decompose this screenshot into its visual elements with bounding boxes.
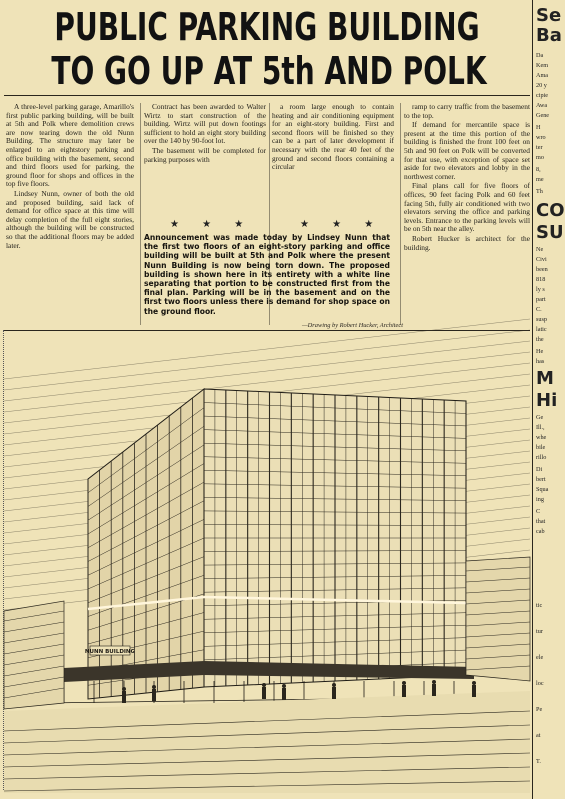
- strip-text-fragment: Kem: [536, 62, 549, 69]
- strip-text-fragment: He: [536, 348, 544, 355]
- strip-text-fragment: Civi: [536, 256, 547, 263]
- strip-text-fragment: bert: [536, 476, 546, 483]
- star-divider: ★ ★ ★: [170, 219, 254, 230]
- strip-text-fragment: Th: [536, 188, 543, 195]
- strip-text-fragment: SU: [536, 222, 564, 243]
- strip-text-fragment: me: [536, 176, 544, 183]
- strip-text-fragment: wro: [536, 134, 546, 141]
- strip-text-fragment: C.: [536, 306, 542, 313]
- article-column-3: [272, 103, 394, 173]
- paragraph: a room large enough to contain heating and air conditioning equipment for an eight-story building. First and second floors will be finished so they can be a part of later development if necessary with the rear 40 feet of the ground and second floors containing a circular: [272, 102, 394, 172]
- strip-text-fragment: loc: [536, 680, 544, 687]
- strip-text-fragment: cab: [536, 528, 545, 535]
- strip-text-fragment: Hi: [536, 390, 558, 411]
- strip-text-fragment: been: [536, 266, 548, 273]
- strip-text-fragment: bile: [536, 444, 546, 451]
- strip-text-fragment: rillo: [536, 454, 547, 461]
- paragraph: Robert Hucker is architect for the building.: [404, 233, 530, 252]
- paragraph: Final plans call for five floors of offices, 90 feet facing Polk and 60 feet facing 5th, fully air conditioned with two elevators serving the office and parking levels. Entrance to the parking levels will be on 5th near the alley.: [404, 181, 530, 234]
- article-column-4: [404, 103, 530, 253]
- strip-text-fragment: Awa: [536, 102, 548, 109]
- strip-text-fragment: Ill.,: [536, 424, 545, 431]
- strip-text-fragment: part: [536, 296, 546, 303]
- strip-text-fragment: T.: [536, 758, 541, 765]
- strip-text-fragment: Da: [536, 52, 544, 59]
- paragraph: The basement will be completed for parking purposes with: [144, 145, 266, 164]
- strip-text-fragment: 818: [536, 276, 546, 283]
- strip-text-fragment: Ne: [536, 246, 544, 253]
- strip-text-fragment: 20 y: [536, 82, 547, 89]
- strip-text-fragment: Gene: [536, 112, 550, 119]
- strip-text-fragment: C: [536, 508, 541, 515]
- strip-text-fragment: that: [536, 518, 546, 525]
- strip-text-fragment: 8,: [536, 166, 541, 173]
- strip-text-fragment: Ama: [536, 72, 549, 79]
- strip-text-fragment: at: [536, 732, 541, 739]
- strip-text-fragment: tur: [536, 628, 543, 635]
- strip-text-fragment: ter: [536, 144, 543, 151]
- strip-text-fragment: M: [536, 368, 554, 389]
- headline-line-2: TO GO UP AT 5th AND POLK: [51, 49, 487, 93]
- paragraph: Contract has been awarded to Walter Wirtz to start construction of the building. Wirtz will put down footings sufficient to hold an eight story building over the 140 by 90-foot lot.: [144, 102, 266, 146]
- article-column-2: [144, 103, 266, 165]
- strip-text-fragment: latic: [536, 326, 547, 333]
- strip-text-fragment: cipie: [536, 92, 549, 99]
- strip-text-fragment: Pe: [536, 706, 543, 713]
- strip-text-fragment: ing: [536, 496, 544, 503]
- strip-text-fragment: H: [536, 124, 541, 131]
- strip-text-fragment: CO: [536, 200, 565, 221]
- strip-text-fragment: tic: [536, 602, 543, 609]
- strip-text-fragment: Se: [536, 5, 562, 26]
- strip-text-fragment: Ge: [536, 414, 544, 421]
- strip-text-fragment: whe: [536, 434, 547, 441]
- paragraph: If demand for mercantile space is present at the time this portion of the building is finished the front 100 feet on 5th and 90 feet on Polk will be converted for that use, with exception of space set aside for two elevators and lobby in the northwest corner.: [404, 120, 530, 181]
- adjacent-column-strip: [532, 0, 565, 799]
- strip-text-fragment: the: [536, 336, 544, 343]
- architectural-drawing: [4, 330, 530, 793]
- strip-text-fragment: mo: [536, 154, 544, 161]
- drawing-credit: —Drawing by Robert Hucker, Architect: [302, 322, 403, 329]
- star-divider: ★ ★ ★: [300, 219, 384, 230]
- building-illustration: [4, 331, 530, 793]
- strip-text-fragment: Di: [536, 466, 543, 473]
- strip-text-fragment: ele: [536, 654, 544, 661]
- headline: [4, 3, 530, 96]
- headline-line-1: PUBLIC PARKING BUILDING: [54, 5, 480, 49]
- strip-text-fragment: Ba: [536, 25, 562, 46]
- paragraph: ramp to carry traffic from the basement to the top.: [404, 102, 530, 120]
- paragraph: A three-level parking garage, Amarillo's first public parking building, will be built at 5th and Polk where demolition crews are now tearing down the old Nunn Building. The structure may later be enlarged to an eightstory parking and office building with the basement, second and third floors used for parking, the ground floor for shops and offices in the top five floors.: [6, 102, 134, 189]
- strip-text-fragment: susp: [536, 316, 548, 323]
- announcement-caption: Announcement was made today by Lindsey Nunn that the first two floors of an eight-story parking and office building will be built at 5th and Polk where the present Nunn Building is now being torn down. The proposed building is shown here in its entirety with a white line separating that portion to be constructed first from the final plan. Parking will be in the basement and on the first two floors unless there is demand for shop space on the ground floor.: [144, 233, 390, 316]
- building-sign: NUNN BUILDING: [84, 649, 136, 655]
- strip-text-fragment: Squa: [536, 486, 549, 493]
- strip-text-fragment: ly s: [536, 286, 545, 293]
- strip-text-fragment: has: [536, 358, 545, 365]
- article-column-1: [6, 103, 134, 251]
- paragraph: Lindsey Nunn, owner of both the old and proposed building, said lack of demand for office space at this time will delay completion of the full eight stories, although the building will be constructed so that the additional floors may be added later.: [6, 188, 134, 250]
